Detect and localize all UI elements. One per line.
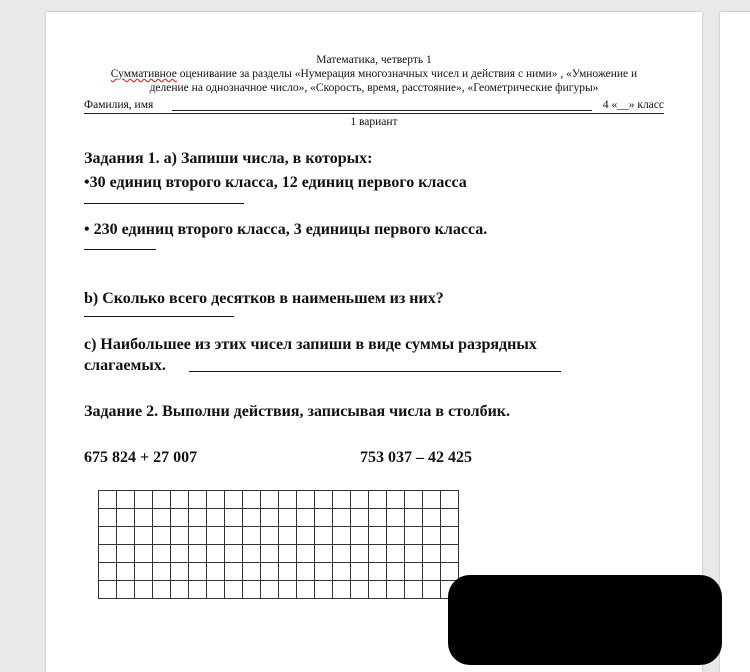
document-page xyxy=(46,12,702,672)
next-page xyxy=(720,12,750,672)
answer-blank-4 xyxy=(189,371,561,372)
scope-text-1: оценивание за разделы «Нумерация многозначных чисел и действия с ними» , «Умножение и xyxy=(176,68,638,80)
document-header xyxy=(84,53,664,95)
grade-label: 4 «__» класс xyxy=(602,99,664,111)
assessment-scope xyxy=(84,67,664,81)
answer-blank-3 xyxy=(84,316,234,317)
task1-part-c: c) Наибольшее из этих чисел запиши в виде суммы разрядных xyxy=(84,336,537,353)
task2-expression-1: 675 824 + 27 007 xyxy=(84,449,198,466)
calculation-grid xyxy=(98,490,459,599)
task1-item2: • 230 единиц второго класса, 3 единицы первого класса. xyxy=(84,221,488,238)
redaction-overlay xyxy=(448,575,722,665)
name-blank xyxy=(172,110,592,111)
task2-title: Задание 2. Выполни действия, записывая числа в столбик. xyxy=(84,403,511,420)
task2-expression-2: 753 037 – 42 425 xyxy=(360,449,472,466)
variant-label: 1 вариант xyxy=(84,113,664,128)
task1-part-b: b) Сколько всего десятков в наименьшем из них? xyxy=(84,290,444,307)
scope-text-2: деление на однозначное число», «Скорость, время, расстояние», «Геометрические фигуры» xyxy=(149,82,599,94)
answer-blank-1 xyxy=(84,203,244,204)
answer-blank-2 xyxy=(84,249,156,250)
subject-title: Математика, четверть 1 xyxy=(316,54,432,66)
task1-part-c-cont: слагаемых. xyxy=(84,357,166,374)
name-label: Фамилия, имя xyxy=(84,99,154,111)
task1-item1: •30 единиц второго класса, 12 единиц первого класса xyxy=(84,174,467,191)
task1-title: Задания 1. а) Запиши числа, в которых: xyxy=(84,150,373,167)
spellcheck-word: Суммативное xyxy=(110,68,177,80)
